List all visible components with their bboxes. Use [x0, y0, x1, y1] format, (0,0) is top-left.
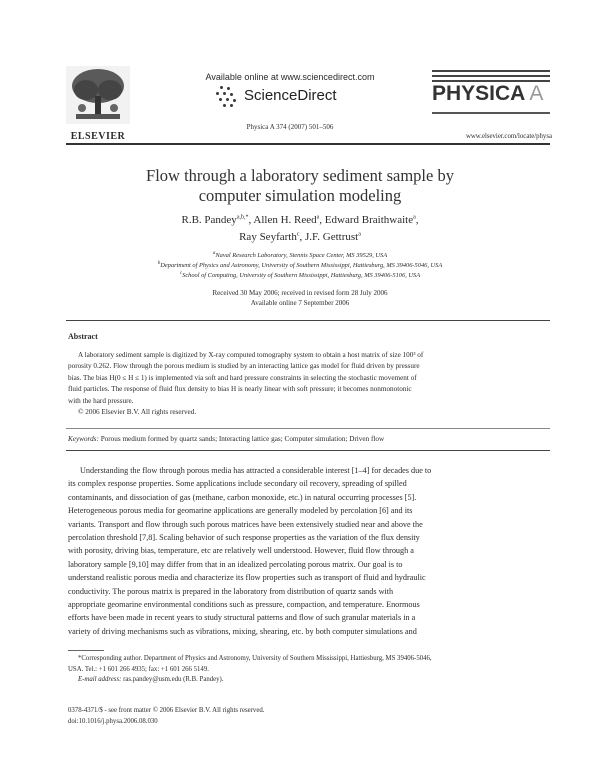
body-line: variants. Transport and flow through such porous matrices have been extensively studied near and above the: [68, 519, 423, 529]
body-line: contaminants, and dissociation of gas (methane, carbon monoxide, etc.) in natural occurring processes [5].: [68, 492, 417, 502]
elsevier-label: ELSEVIER: [70, 131, 126, 142]
footnote: [68, 654, 550, 686]
abstract-body: [68, 350, 548, 418]
body-line: laboratory sample [9,10] may differ from that in an idealized percolating porous matrix. Our goal is to: [68, 559, 403, 569]
sciencedirect-dots-icon: [214, 86, 238, 108]
author-sup: a: [413, 214, 416, 221]
author-name[interactable]: R.B. Pandey: [181, 214, 237, 226]
physica-bottom-bar: [432, 112, 550, 114]
abstract-line: with the hard pressure.: [68, 396, 134, 405]
article-title: [80, 166, 520, 206]
body-line: appropriate geomarine environmental conditions such as pressure, compaction, and temperature. Enormous: [68, 600, 420, 610]
body-line: conductivity. The porous matrix is prepared in the laboratory from distribution of quartz sands with: [68, 586, 394, 596]
affiliation-b: $^b$Department of Physics and Astronomy, University of Southern Mississippi, Hattiesburg, MS 39406-5046, USA: [157, 260, 443, 269]
title-line-2: computer simulation modeling: [198, 186, 402, 205]
physica-logo: [432, 68, 550, 128]
abstract-line: bias. The bias H(0 ≤ H ≤ 1) is implemented via soft and hard pressure constraints in selecting the stochastic movement of: [68, 373, 417, 382]
author-sup: a: [358, 231, 361, 238]
body-line: Understanding the flow through porous media has attracted a considerable interest [1–4] for decades due to: [80, 466, 432, 475]
body-line: understand realistic porous media and characterize its flow properties such as transport of fluid and hydraulic: [68, 573, 426, 583]
elsevier-tree-icon: [66, 66, 130, 124]
body-line: Heterogeneous porous media for geomarine applications are generally modeled by percolation [6] and its: [68, 506, 413, 516]
sciencedirect-name: ScienceDirect: [244, 87, 337, 104]
body-line: with porosity, driving bias, temperature, etc are relatively well understood. However, fluid flow through a: [68, 546, 414, 556]
email-label: E-mail address:: [78, 676, 122, 683]
affiliation-c: $^c$School of Computing, University of Southern Mississippi, Hattiesburg, MS 39406-5106, USA: [179, 270, 421, 279]
issn-doi: [68, 706, 550, 727]
abstract-line: porosity 0.262. Flow through the porous medium is studied by an interacting lattice gas model for fluid driven by pressure: [68, 362, 420, 371]
footnote-corresponding-line2: USA. Tel.: +1 601 266 4935; fax: +1 601 266 5149.: [68, 665, 209, 673]
abstract-line: fluid particles. The response of fluid flux density to bias H is nearly linear with soft pressure; it becomes nonmonotonic: [68, 385, 412, 394]
available-date: Available online 7 September 2006: [250, 299, 350, 307]
footnote-email: [68, 675, 550, 686]
author-name[interactable]: Edward Braithwaite: [324, 214, 414, 226]
author-name[interactable]: J.F. Gettrust: [305, 231, 359, 243]
author-list: R.B. Pandey$^{a,b,*}$, Allen H. Reed$^a$, Edward Braithwaite$^a$, Ray Seyfarth$^c$, J.F. Gettrust$^a$: [181, 214, 419, 243]
author-sup: c: [296, 231, 300, 238]
affiliation-a: $^a$Naval Research Laboratory, Stennis Space Center, MS 39529, USA: [212, 250, 388, 259]
abstract-heading: Abstract: [68, 332, 98, 341]
dates: [100, 288, 500, 308]
body-line: percolation threshold [7,8]. Scaling behavior of such response properties as the variation of the flux density: [68, 533, 420, 543]
header-rule: [66, 143, 550, 145]
doi-line[interactable]: doi:10.1016/j.physa.2006.08.030: [68, 717, 158, 725]
abstract-line: A laboratory sediment sample is digitized by X-ray computed tomography system to obtain a host matrix of size 100³ of: [78, 351, 424, 359]
body-line: variety of driving mechanisms such as vibrations, mixing, shearing, etc. by both computer simulations and: [68, 626, 417, 636]
journal-name: PHYSICA: [432, 82, 526, 105]
journal-letter: A: [529, 82, 544, 105]
physica-stripes: [432, 70, 550, 82]
issn-line: 0378-4371/$ - see front matter © 2006 Elsevier B.V. All rights reserved.: [68, 707, 265, 714]
body-line: efforts have been made in recent years to study structural patterns and flow of such granular materials in a: [68, 613, 416, 623]
author-name[interactable]: Ray Seyfarth: [239, 231, 297, 243]
abstract-top-rule: [66, 320, 550, 321]
body-text: [68, 464, 550, 638]
keywords-text: Porous medium formed by quartz sands; Interacting lattice gas; Computer simulation; Driven flow: [100, 435, 385, 443]
author-name[interactable]: Allen H. Reed: [253, 214, 317, 226]
keywords: [68, 434, 548, 445]
affiliations: [70, 251, 530, 281]
received-date: Received 30 May 2006; received in revised form 28 July 2006: [212, 289, 388, 297]
elsevier-logo: [66, 66, 130, 142]
available-online: Available online at www.sciencedirect.com: [205, 72, 375, 82]
keywords-label: Keywords:: [68, 435, 99, 443]
footnote-corresponding-line1: *Corresponding author. Department of Physics and Astronomy, University of Southern Mississippi, Hattiesburg, MS 39406-5046,: [78, 655, 432, 662]
sciencedirect-logo: [214, 84, 374, 112]
email-value[interactable]: ras.pandey@usm.edu (R.B. Pandey).: [123, 676, 224, 683]
footnote-rule: [68, 650, 104, 651]
keywords-top-rule: [66, 428, 550, 429]
abstract-copyright: © 2006 Elsevier B.V. All rights reserved.: [78, 408, 197, 417]
author-sup: a: [316, 214, 320, 221]
citation: Physica A 374 (2007) 501–506: [246, 123, 334, 131]
journal-url[interactable]: www.elsevier.com/locate/physa: [465, 133, 552, 140]
title-line-1: Flow through a laboratory sediment sample by: [146, 166, 454, 185]
keywords-bottom-rule: [66, 450, 550, 451]
body-line: its complex response properties. Some applications include secondary oil recovery, spreading of spilled: [68, 479, 407, 489]
author-sup: a,b,*: [236, 214, 249, 221]
